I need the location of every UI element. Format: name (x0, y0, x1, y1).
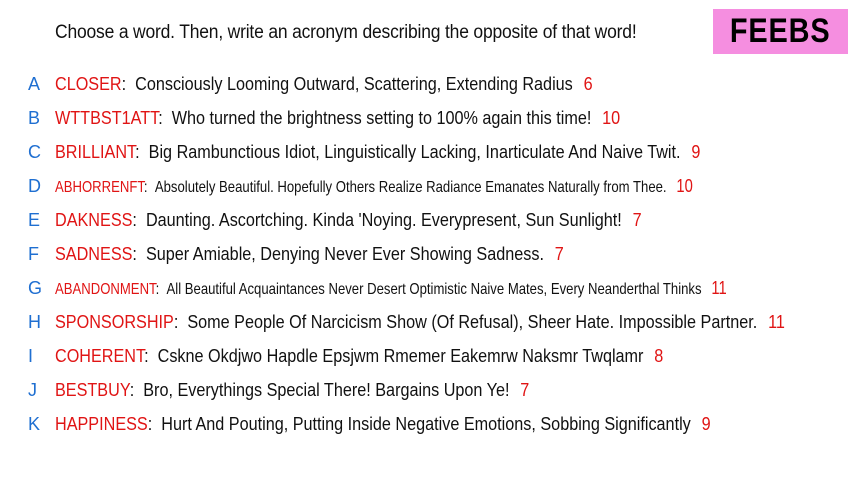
item-definition: All Beautiful Acquaintances Never Desert Optimistic Naive Mates, Every Neanderthal Thinks (166, 281, 702, 298)
item-count: 9 (701, 414, 711, 434)
item-word: ABANDONMENT (55, 281, 156, 298)
list-item: J BESTBUY: Bro, Everythings Special There! Bargains Upon Ye! 7 (0, 376, 853, 404)
item-count: 6 (583, 74, 593, 94)
list-item: H SPONSORSHIP: Some People Of Narcicism Show (Of Refusal), Sheer Hate. Impossible Partner. 11 (0, 308, 853, 336)
item-definition: Hurt And Pouting, Putting Inside Negative Emotions, Sobbing Significantly (161, 414, 691, 434)
item-word: CLOSER (55, 74, 122, 94)
item-word: DAKNESS (55, 210, 133, 230)
item-letter: F (28, 244, 39, 264)
item-letter: G (28, 278, 43, 298)
item-letter: J (28, 380, 37, 400)
item-word: HAPPINESS (55, 414, 148, 434)
list-item: G ABANDONMENT: All Beautiful Acquaintances Never Desert Optimistic Naive Mates, Every Neanderthal Thinks 11 (0, 274, 853, 302)
list-item: A CLOSER: Consciously Looming Outward, Scattering, Extending Radius 6 (0, 70, 853, 98)
item-word: BESTBUY (55, 380, 130, 400)
instruction-text: Choose a word. Then, write an acronym describing the opposite of that word! (55, 22, 637, 43)
item-letter: B (28, 108, 41, 128)
list-item: E DAKNESS: Daunting. Ascortching. Kinda 'Noying. Everypresent, Sun Sunlight! 7 (0, 206, 853, 234)
item-definition: Who turned the brightness setting to 100% again this time! (171, 108, 592, 128)
item-letter: D (28, 176, 41, 196)
item-count: 7 (632, 210, 642, 230)
item-count: 9 (691, 142, 701, 162)
brand-label: FEEBS (730, 12, 831, 50)
list-item: F SADNESS: Super Amiable, Denying Never Ever Showing Sadness. 7 (0, 240, 853, 268)
item-letter: H (28, 312, 41, 332)
list-item: I COHERENT: Cskne Okdjwo Hapdle Epsjwm Rmemer Eakemrw Naksmr Twqlamr 8 (0, 342, 853, 370)
item-letter: I (28, 346, 34, 366)
item-count: 11 (768, 312, 785, 332)
item-definition: Super Amiable, Denying Never Ever Showing Sadness. (145, 244, 544, 264)
item-count: 11 (711, 278, 727, 298)
list-item: D ABHORRENFT: Absolutely Beautiful. Hopefully Others Realize Radiance Emanates Naturally from Thee. 10 (0, 172, 853, 200)
item-definition: Big Rambunctious Idiot, Linguistically Lacking, Inarticulate And Naive Twit. (148, 142, 681, 162)
item-definition: Cskne Okdjwo Hapdle Epsjwm Rmemer Eakemrw Naksmr Twqlamr (157, 346, 644, 366)
list-item: C BRILLIANT: Big Rambunctious Idiot, Linguistically Lacking, Inarticulate And Naive Twit. 9 (0, 138, 853, 166)
item-word: BRILLIANT (55, 142, 136, 162)
item-word: ABHORRENFT (55, 179, 144, 196)
item-word: SADNESS (55, 244, 133, 264)
list-item: B WTTBST1ATT: Who turned the brightness setting to 100% again this time! 10 (0, 104, 853, 132)
item-word: COHERENT (55, 346, 145, 366)
item-count: 8 (654, 346, 664, 366)
list-item: K HAPPINESS: Hurt And Pouting, Putting Inside Negative Emotions, Sobbing Significantly 9 (0, 410, 853, 438)
item-letter: E (28, 210, 41, 230)
item-letter: A (28, 74, 41, 94)
item-word: WTTBST1ATT (55, 108, 159, 128)
item-definition: Absolutely Beautiful. Hopefully Others Realize Radiance Emanates Naturally from Thee. (154, 179, 667, 196)
item-word: SPONSORSHIP (55, 312, 174, 332)
item-letter: C (28, 142, 41, 162)
item-count: 7 (520, 380, 530, 400)
item-definition: Bro, Everythings Special There! Bargains Upon Ye! (143, 380, 510, 400)
item-count: 10 (676, 176, 693, 196)
item-definition: Some People Of Narcicism Show (Of Refusal), Sheer Hate. Impossible Partner. (187, 312, 758, 332)
brand-badge (713, 9, 848, 54)
item-count: 10 (602, 108, 621, 128)
item-definition: Daunting. Ascortching. Kinda 'Noying. Everypresent, Sun Sunlight! (145, 210, 622, 230)
item-count: 7 (554, 244, 564, 264)
item-letter: K (28, 414, 41, 434)
item-definition: Consciously Looming Outward, Scattering, Extending Radius (135, 74, 573, 94)
